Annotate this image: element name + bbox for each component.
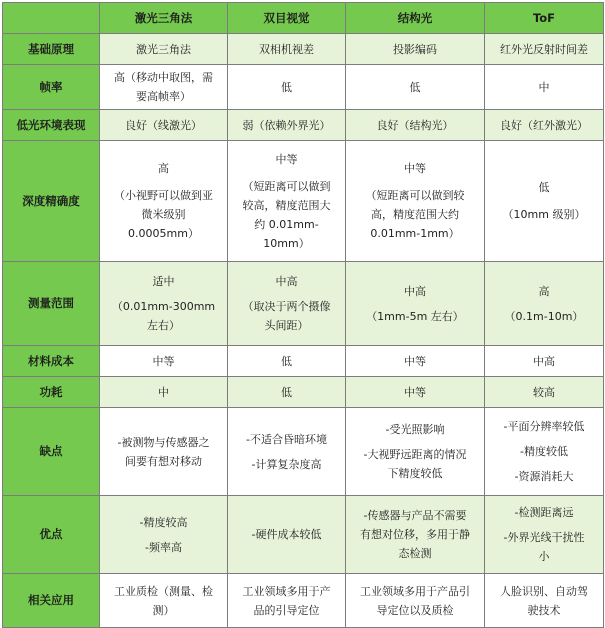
cell-text-line: （1mm-5m 左右） — [366, 309, 464, 323]
cell-text-line: 工业领域多用于产品引 — [360, 584, 470, 598]
cell-frame-rate-tof — [485, 65, 604, 110]
cell-text-line: -传感器与产品不需要 — [363, 509, 467, 522]
paragraph-gap — [105, 178, 222, 186]
cell-measure-range-tof — [485, 262, 604, 346]
row-power — [3, 377, 604, 408]
cell-cons-structured-light — [346, 408, 485, 496]
cell-text-line: 中等 — [404, 162, 426, 175]
cell-measure-range-structured-light — [346, 262, 485, 346]
header-binocular-vision: 双目视觉 — [228, 3, 346, 34]
cell-pros-tof — [485, 496, 604, 574]
cell-text-line: 高（移动中取图，需 — [114, 71, 213, 84]
row-depth-accuracy — [3, 141, 604, 262]
cell-text-line: 工业领域多用于产 — [242, 584, 331, 598]
row-frame-rate — [3, 65, 604, 110]
row-pros — [3, 496, 604, 574]
header-tof: ToF — [485, 3, 604, 34]
cell-depth-accuracy-laser-triangulation — [100, 141, 228, 262]
cell-pros-structured-light — [346, 496, 485, 574]
cell-text-line: 小 — [538, 550, 550, 563]
cell-text-line: 低 — [281, 385, 292, 399]
cell-text-line: -大视野远距离的情况 — [363, 448, 467, 461]
cell-text-line: -精度较低 — [520, 445, 568, 458]
cell-text-line: 中高 — [275, 275, 298, 288]
cell-text-line: 头间距） — [264, 319, 309, 332]
cell-text-line: 高 — [158, 162, 169, 175]
cell-measure-range-laser-triangulation — [100, 262, 228, 346]
cell-frame-rate-binocular-vision — [228, 65, 346, 110]
cell-low-light-structured-light — [346, 110, 485, 141]
cell-text-line: 工业质检（测量、检 — [114, 584, 213, 598]
paragraph-gap — [490, 197, 598, 205]
cell-text-line: 驶技术 — [527, 603, 561, 617]
cell-text-line: （小视野可以做到亚 — [114, 189, 213, 202]
cell-text-line: 中 — [158, 385, 169, 399]
cell-applications-laser-triangulation — [100, 574, 228, 628]
cell-basic-principle-laser-triangulation — [100, 34, 228, 65]
row-label-measure-range: 测量范围 — [3, 262, 100, 346]
cell-basic-principle-tof — [485, 34, 604, 65]
cell-cons-laser-triangulation — [100, 408, 228, 496]
cell-applications-tof — [485, 574, 604, 628]
row-basic-principle — [3, 34, 604, 65]
cell-power-binocular-vision — [228, 377, 346, 408]
cell-text-line: 高 — [538, 284, 550, 298]
cell-text-line: 较高 — [533, 385, 555, 399]
cell-material-cost-structured-light — [346, 346, 485, 377]
cell-text-line: 测） — [152, 603, 175, 617]
cell-text-line: -计算复杂度高 — [251, 457, 322, 471]
cell-applications-structured-light — [346, 574, 485, 628]
cell-text-line: -不适合昏暗环境 — [246, 432, 327, 446]
cell-text-line: 中等 — [152, 354, 175, 368]
cell-text-line: 中等 — [404, 354, 426, 368]
row-label-pros: 优点 — [3, 496, 100, 574]
cell-text-line: 10mm） — [263, 236, 310, 250]
row-label-low-light: 低光环境表现 — [3, 110, 100, 141]
cell-text-line: 0.01mm-1mm） — [370, 227, 460, 240]
cell-material-cost-binocular-vision — [228, 346, 346, 377]
cell-text-line: -检测距离远 — [514, 506, 574, 519]
paragraph-gap — [351, 178, 479, 186]
cell-power-laser-triangulation — [100, 377, 228, 408]
cell-text-line: 中 — [538, 80, 550, 94]
cell-low-light-laser-triangulation — [100, 110, 228, 141]
cell-text-line: 左右） — [147, 319, 180, 332]
cell-frame-rate-structured-light — [346, 65, 485, 110]
cell-text-line: -外界光线干扰性 — [503, 531, 585, 544]
cell-text-line: -被测物与传感器之 — [117, 435, 210, 449]
cell-text-line: -硬件成本较低 — [251, 528, 322, 541]
cell-text-line: 品的引导定位 — [253, 603, 320, 617]
row-material-cost — [3, 346, 604, 377]
row-low-light — [3, 110, 604, 141]
cell-text-line: （取决于两个摄像 — [242, 300, 331, 313]
header-laser-triangulation: 激光三角法 — [100, 3, 228, 34]
cell-text-line: 良好（线激光） — [125, 118, 202, 132]
cell-text-line: 高，精度范围大约 — [371, 208, 459, 221]
cell-pros-laser-triangulation — [100, 496, 228, 574]
cell-text-line: 弱（依赖外界光） — [242, 118, 331, 132]
cell-text-line: -资源消耗大 — [514, 470, 574, 483]
header-row — [3, 3, 604, 34]
cell-text-line: 中高 — [533, 354, 555, 368]
comparison-table — [2, 2, 604, 628]
cell-power-tof — [485, 377, 604, 408]
cell-text-line: 约 0.01mm- — [254, 217, 319, 231]
row-label-frame-rate: 帧率 — [3, 65, 100, 110]
row-cons — [3, 408, 604, 496]
cell-text-line: 激光三角法 — [136, 42, 191, 56]
cell-applications-binocular-vision — [228, 574, 346, 628]
cell-depth-accuracy-binocular-vision — [228, 141, 346, 262]
cell-text-line: （0.01mm-300mm — [111, 300, 216, 313]
cell-material-cost-tof — [485, 346, 604, 377]
row-label-cons: 缺点 — [3, 408, 100, 496]
cell-measure-range-binocular-vision — [228, 262, 346, 346]
cell-text-line: 0.0005mm） — [128, 227, 199, 240]
cell-text-line: 下精度较低 — [387, 467, 443, 480]
cell-text-line: 良好（结构光） — [376, 118, 454, 132]
cell-text-line: 良好（红外激光） — [500, 118, 588, 132]
cell-text-line: 要高帧率） — [136, 90, 191, 103]
cell-text-line: 投影编码 — [393, 42, 437, 56]
cell-text-line: 微米级别 — [141, 208, 186, 221]
header-corner — [3, 3, 100, 34]
cell-depth-accuracy-structured-light — [346, 141, 485, 262]
cell-text-line: 中等 — [404, 385, 426, 399]
cell-text-line: 低 — [538, 181, 550, 194]
cell-cons-tof — [485, 408, 604, 496]
cell-text-line: 适中 — [152, 275, 175, 288]
cell-text-line: -精度较高 — [139, 515, 188, 529]
cell-text-line: -受光照影响 — [385, 423, 445, 436]
row-label-material-cost: 材料成本 — [3, 346, 100, 377]
cell-low-light-tof — [485, 110, 604, 141]
cell-text-line: 较高，精度范围大 — [242, 198, 331, 212]
row-label-applications: 相关应用 — [3, 574, 100, 628]
cell-text-line: 中高 — [404, 284, 426, 298]
cell-basic-principle-binocular-vision — [228, 34, 346, 65]
cell-text-line: 红外光反射时间差 — [500, 42, 588, 56]
cell-low-light-binocular-vision — [228, 110, 346, 141]
cell-material-cost-laser-triangulation — [100, 346, 228, 377]
cell-text-line: 导定位以及质检 — [376, 603, 454, 617]
cell-text-line: 低 — [281, 80, 292, 94]
row-label-basic-principle: 基础原理 — [3, 34, 100, 65]
row-measure-range — [3, 262, 604, 346]
cell-frame-rate-laser-triangulation — [100, 65, 228, 110]
cell-text-line: （10mm 级别） — [502, 208, 586, 221]
cell-basic-principle-structured-light — [346, 34, 485, 65]
cell-text-line: -平面分辨率较低 — [503, 420, 585, 433]
cell-depth-accuracy-tof — [485, 141, 604, 262]
cell-text-line: 低 — [281, 354, 292, 368]
cell-power-structured-light — [346, 377, 485, 408]
cell-text-line: 态检测 — [398, 547, 432, 560]
row-label-power: 功耗 — [3, 377, 100, 408]
cell-cons-binocular-vision — [228, 408, 346, 496]
row-label-depth-accuracy: 深度精确度 — [3, 141, 100, 262]
cell-text-line: （短距离可以做到 — [242, 179, 331, 193]
cell-text-line: 有想对位移，多用于静 — [360, 528, 470, 541]
cell-text-line: 人脸识别、自动驾 — [500, 584, 588, 598]
header-structured-light: 结构光 — [346, 3, 485, 34]
cell-text-line: 间要有想对移动 — [125, 454, 202, 468]
row-applications — [3, 574, 604, 628]
cell-pros-binocular-vision — [228, 496, 346, 574]
cell-text-line: （0.1m-10m） — [504, 309, 584, 323]
paragraph-gap — [233, 169, 340, 177]
cell-text-line: 双相机视差 — [259, 42, 314, 56]
cell-text-line: （短距离可以做到较 — [365, 189, 465, 202]
cell-text-line: 低 — [409, 80, 421, 94]
cell-text-line: -频率高 — [145, 540, 182, 554]
cell-text-line: 中等 — [275, 152, 298, 166]
